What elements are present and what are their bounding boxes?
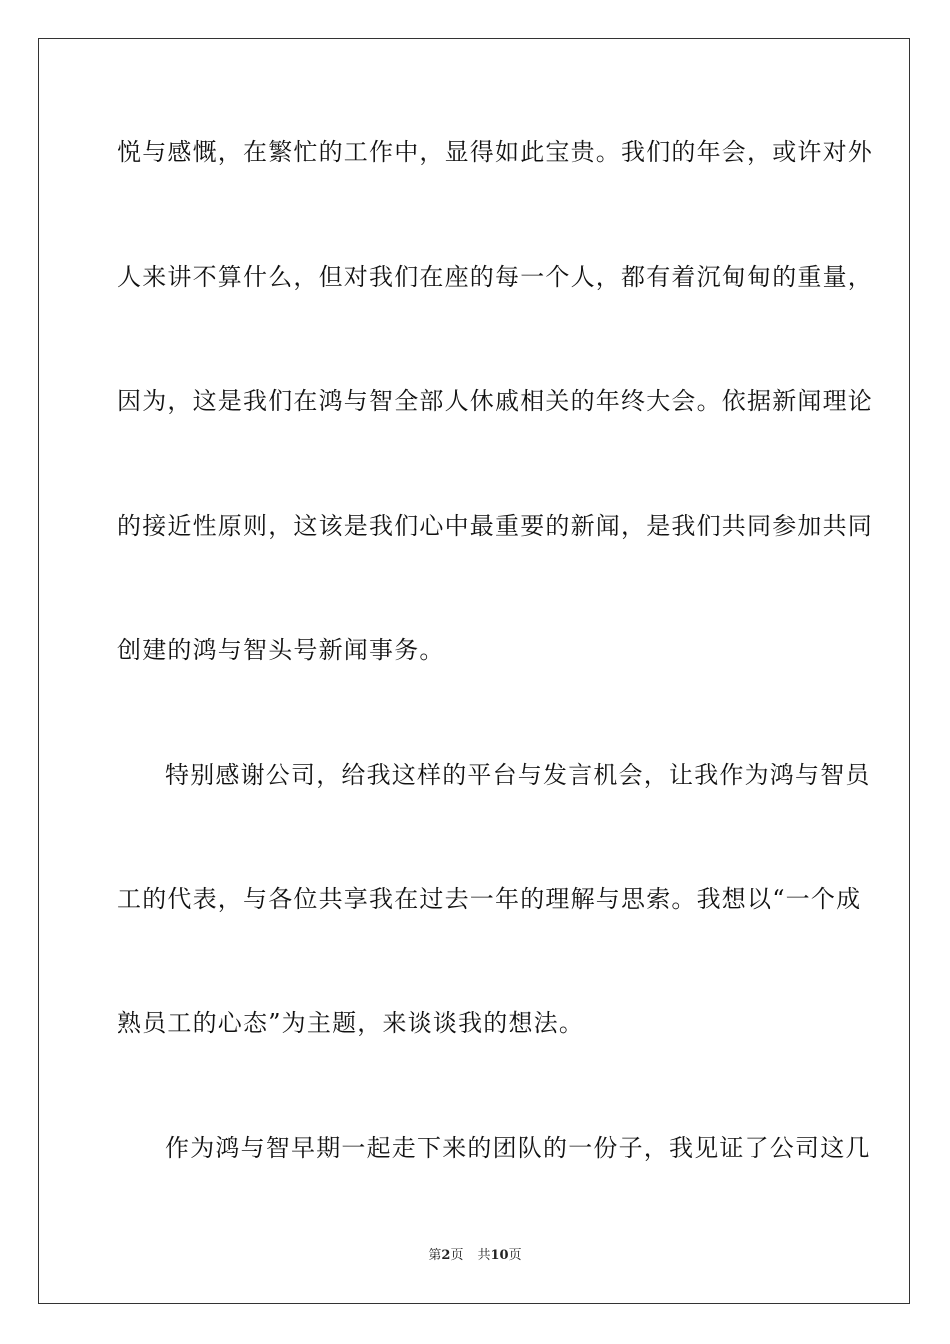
page-total-number: 10 — [490, 1248, 509, 1263]
page-border — [38, 38, 910, 1304]
total-suffix: 页 — [508, 1248, 522, 1263]
page-prefix: 第 — [428, 1248, 442, 1263]
text-line-1: 悦与感慨，在繁忙的工作中，显得如此宝贵。我们的年会，或许对外 — [117, 138, 873, 166]
page-footer — [0, 1247, 950, 1265]
paragraph-start-line-9: 作为鸿与智早期一起走下来的团队的一份子，我见证了公司这几 — [165, 1134, 871, 1162]
text-line-2: 人来讲不算什么，但对我们在座的每一个人，都有着沉甸甸的重量， — [117, 263, 873, 291]
text-line-4: 的接近性原则，这该是我们心中最重要的新闻，是我们共同参加共同 — [117, 512, 873, 540]
text-line-7: 工的代表，与各位共享我在过去一年的理解与思索。我想以“一个成 — [117, 885, 862, 913]
text-line-3: 因为，这是我们在鸿与智全部人休戚相关的年终大会。依据新闻理论 — [117, 387, 873, 415]
total-prefix: 共 — [477, 1248, 491, 1263]
page-current-number: 2 — [441, 1248, 451, 1263]
page-suffix: 页 — [450, 1248, 464, 1263]
text-line-5: 创建的鸿与智头号新闻事务。 — [117, 636, 445, 664]
text-line-8: 熟员工的心态”为主题，来谈谈我的想法。 — [117, 1009, 585, 1037]
paragraph-start-line-6: 特别感谢公司，给我这样的平台与发言机会，让我作为鸿与智员 — [165, 761, 871, 789]
